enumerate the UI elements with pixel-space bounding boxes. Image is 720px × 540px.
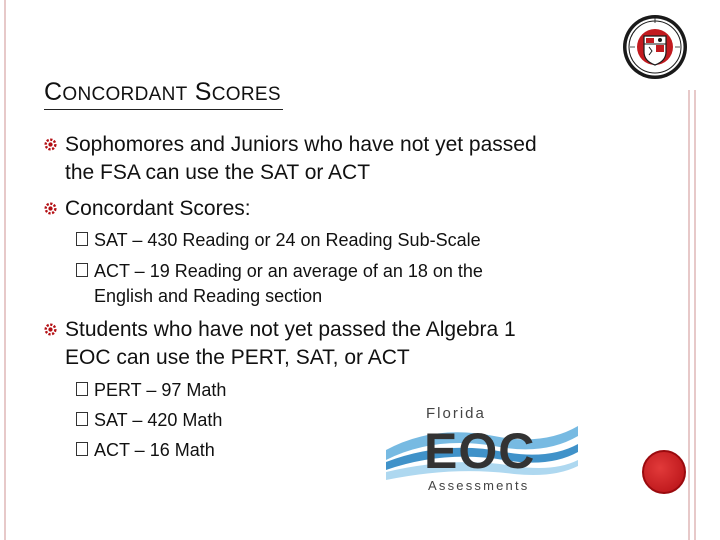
checkbox-bullet-icon [76,263,88,277]
sub-bullet-text: ACT – 19 Reading or an average of an 18 on the [94,261,483,281]
sub-bullet-text: PERT – 97 Math [94,380,227,400]
gear-bullet-icon [44,138,57,151]
title-rest-2: CORES [211,84,281,105]
bullet-text: the FSA can use the SAT or ACT [65,161,371,184]
bullet-text: Concordant Scores: [65,197,251,220]
gear-bullet-icon [44,202,57,215]
logo-bottom-text: Assessments [428,478,530,493]
checkbox-bullet-icon [76,442,88,456]
title-initial-1: C [44,78,63,106]
logo-top-text: Florida [426,405,486,422]
logo-main-text: EOC [424,423,536,479]
decorative-red-circle [642,450,686,494]
slide-title [44,78,283,110]
slide-frame-left [4,0,6,540]
title-rest-1: ONCORDANT [62,84,188,105]
sub-bullet-text: SAT – 430 Reading or 24 on Reading Sub-Scale [94,230,481,250]
sub-bullet-text: SAT – 420 Math [94,410,223,430]
sub-bullet-text: ACT – 16 Math [94,440,215,460]
sub-bullet-text: English and Reading section [94,286,323,306]
florida-eoc-logo [384,396,580,500]
bullet-text: EOC can use the PERT, SAT, or ACT [65,346,410,369]
school-seal-icon [622,14,688,80]
slide-frame-right [688,90,696,540]
bullet-text: Students who have not yet passed the Algebra 1 [65,318,516,341]
checkbox-bullet-icon [76,232,88,246]
checkbox-bullet-icon [76,382,88,396]
title-initial-2: S [194,78,212,106]
gear-bullet-icon [44,323,57,336]
checkbox-bullet-icon [76,412,88,426]
bullet-text: Sophomores and Juniors who have not yet passed [65,133,537,156]
